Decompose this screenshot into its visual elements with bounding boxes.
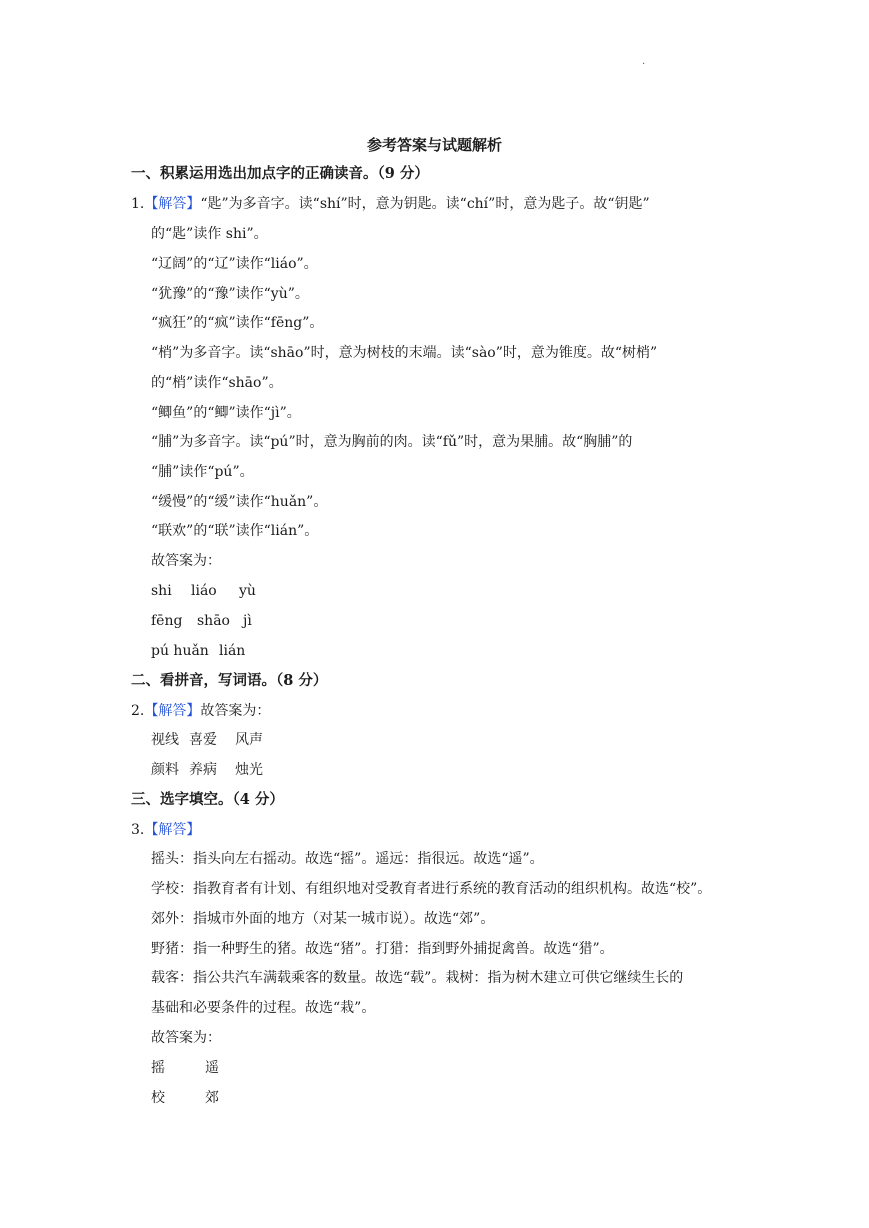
section1-line2: 的“匙”读作 shi”。 [151,226,268,242]
section2-answer-row1 [151,730,263,750]
section1-line9: “脯”为多音字。读“pú”时，意为胸前的肉。读“fǔ”时，意为果脯。故“胸脯”的 [151,434,633,450]
section3-line6: 基础和必要条件的过程。故选“栽”。 [151,1000,376,1016]
section1-line10: “脯”读作“pú”。 [151,464,254,480]
answer-cell: 视线 [151,732,179,748]
answer-cell: pú huǎn [151,643,209,659]
section3-line5: 载客：指公共汽车满载乘客的数量。故选“载”。栽树：指为树木建立可供它继续生长的 [151,970,684,986]
question-number: 2. [131,703,145,719]
section3-line2: 学校：指教育者有计划、有组织地对受教育者进行系统的教育活动的组织机构。故选“校”。 [151,881,712,897]
section3-line0 [131,820,200,840]
section3-answer-row2 [151,1088,219,1108]
answer-tag: 【解答】 [144,196,201,212]
section2-heading: 二、看拼音，写词语。（8 分） [131,672,328,689]
section3-line1: 摇头：指头向左右摇动。故选“摇”。遥远：指很远。故选“遥”。 [151,851,544,867]
answer-text: 故答案为： [200,703,271,719]
section1-line3: “辽阔”的“辽”读作“liáo”。 [151,256,318,272]
section2-line1 [131,701,270,721]
section1-line13: 故答案为： [151,553,221,569]
section3-answer-row1 [151,1058,219,1078]
section1-heading: 一、积累运用选出加点字的正确读音。（9 分） [131,165,429,182]
answer-cell: 郊 [205,1090,219,1106]
section1-answer-row2 [151,611,252,631]
section1-line7: 的“梢”读作“shāo”。 [151,375,283,391]
section2-answer-row2 [151,760,263,780]
answer-cell: jì [243,613,252,629]
answer-cell: 摇 [151,1060,165,1076]
answer-cell: 养病 [189,762,217,778]
answer-cell: fēng [151,613,183,629]
section1-line11: “缓慢”的“缓”读作“huǎn”。 [151,494,328,510]
section1-line5: “疯狂”的“疯”读作“fēng”。 [151,315,324,331]
answer-tag: 【解答】 [144,703,201,719]
answer-cell: liáo [191,583,217,599]
page-title: 参考答案与试题解析 [366,136,502,154]
answer-cell: 颜料 [151,762,179,778]
answer-tag: 【解答】 [144,822,201,838]
answer-cell: yù [239,583,256,599]
question-number: 3. [131,822,145,838]
section1-answer-row1 [151,581,256,601]
answer-cell: 烛光 [235,762,263,778]
section1-line6: “梢”为多音字。读“shāo”时，意为树枝的末端。读“sào”时，意为锥度。故“树梢” [151,345,658,361]
section3-heading: 三、选字填空。（4 分） [131,791,284,808]
answer-cell: lián [219,643,246,659]
header-mark: . [642,56,646,67]
section1-answer-row3 [151,641,245,661]
answer-cell: shāo [197,613,230,629]
answer-cell: 遥 [205,1060,219,1076]
answer-cell: shi [151,583,172,599]
section3-line4: 野猪：指一种野生的猪。故选“猪”。打猎：指到野外捕捉禽兽。故选“猎”。 [151,941,614,957]
section1-line12: “联欢”的“联”读作“lián”。 [151,523,319,539]
section1-line4: “犹豫”的“豫”读作“yù”。 [151,286,309,302]
section1-line1 [131,194,650,214]
question-number: 1. [131,196,145,212]
section3-line7: 故答案为： [151,1030,221,1046]
answer-text: “匙”为多音字。读“shí”时，意为钥匙。读“chí”时，意为匙子。故“钥匙” [200,196,650,212]
answer-cell: 风声 [235,732,263,748]
answer-cell: 喜爱 [189,732,217,748]
answer-cell: 校 [151,1090,165,1106]
section3-line3: 郊外：指城市外面的地方（对某一城市说）。故选“郊”。 [151,911,495,927]
section1-line8: “鲫鱼”的“鲫”读作“jì”。 [151,405,301,421]
